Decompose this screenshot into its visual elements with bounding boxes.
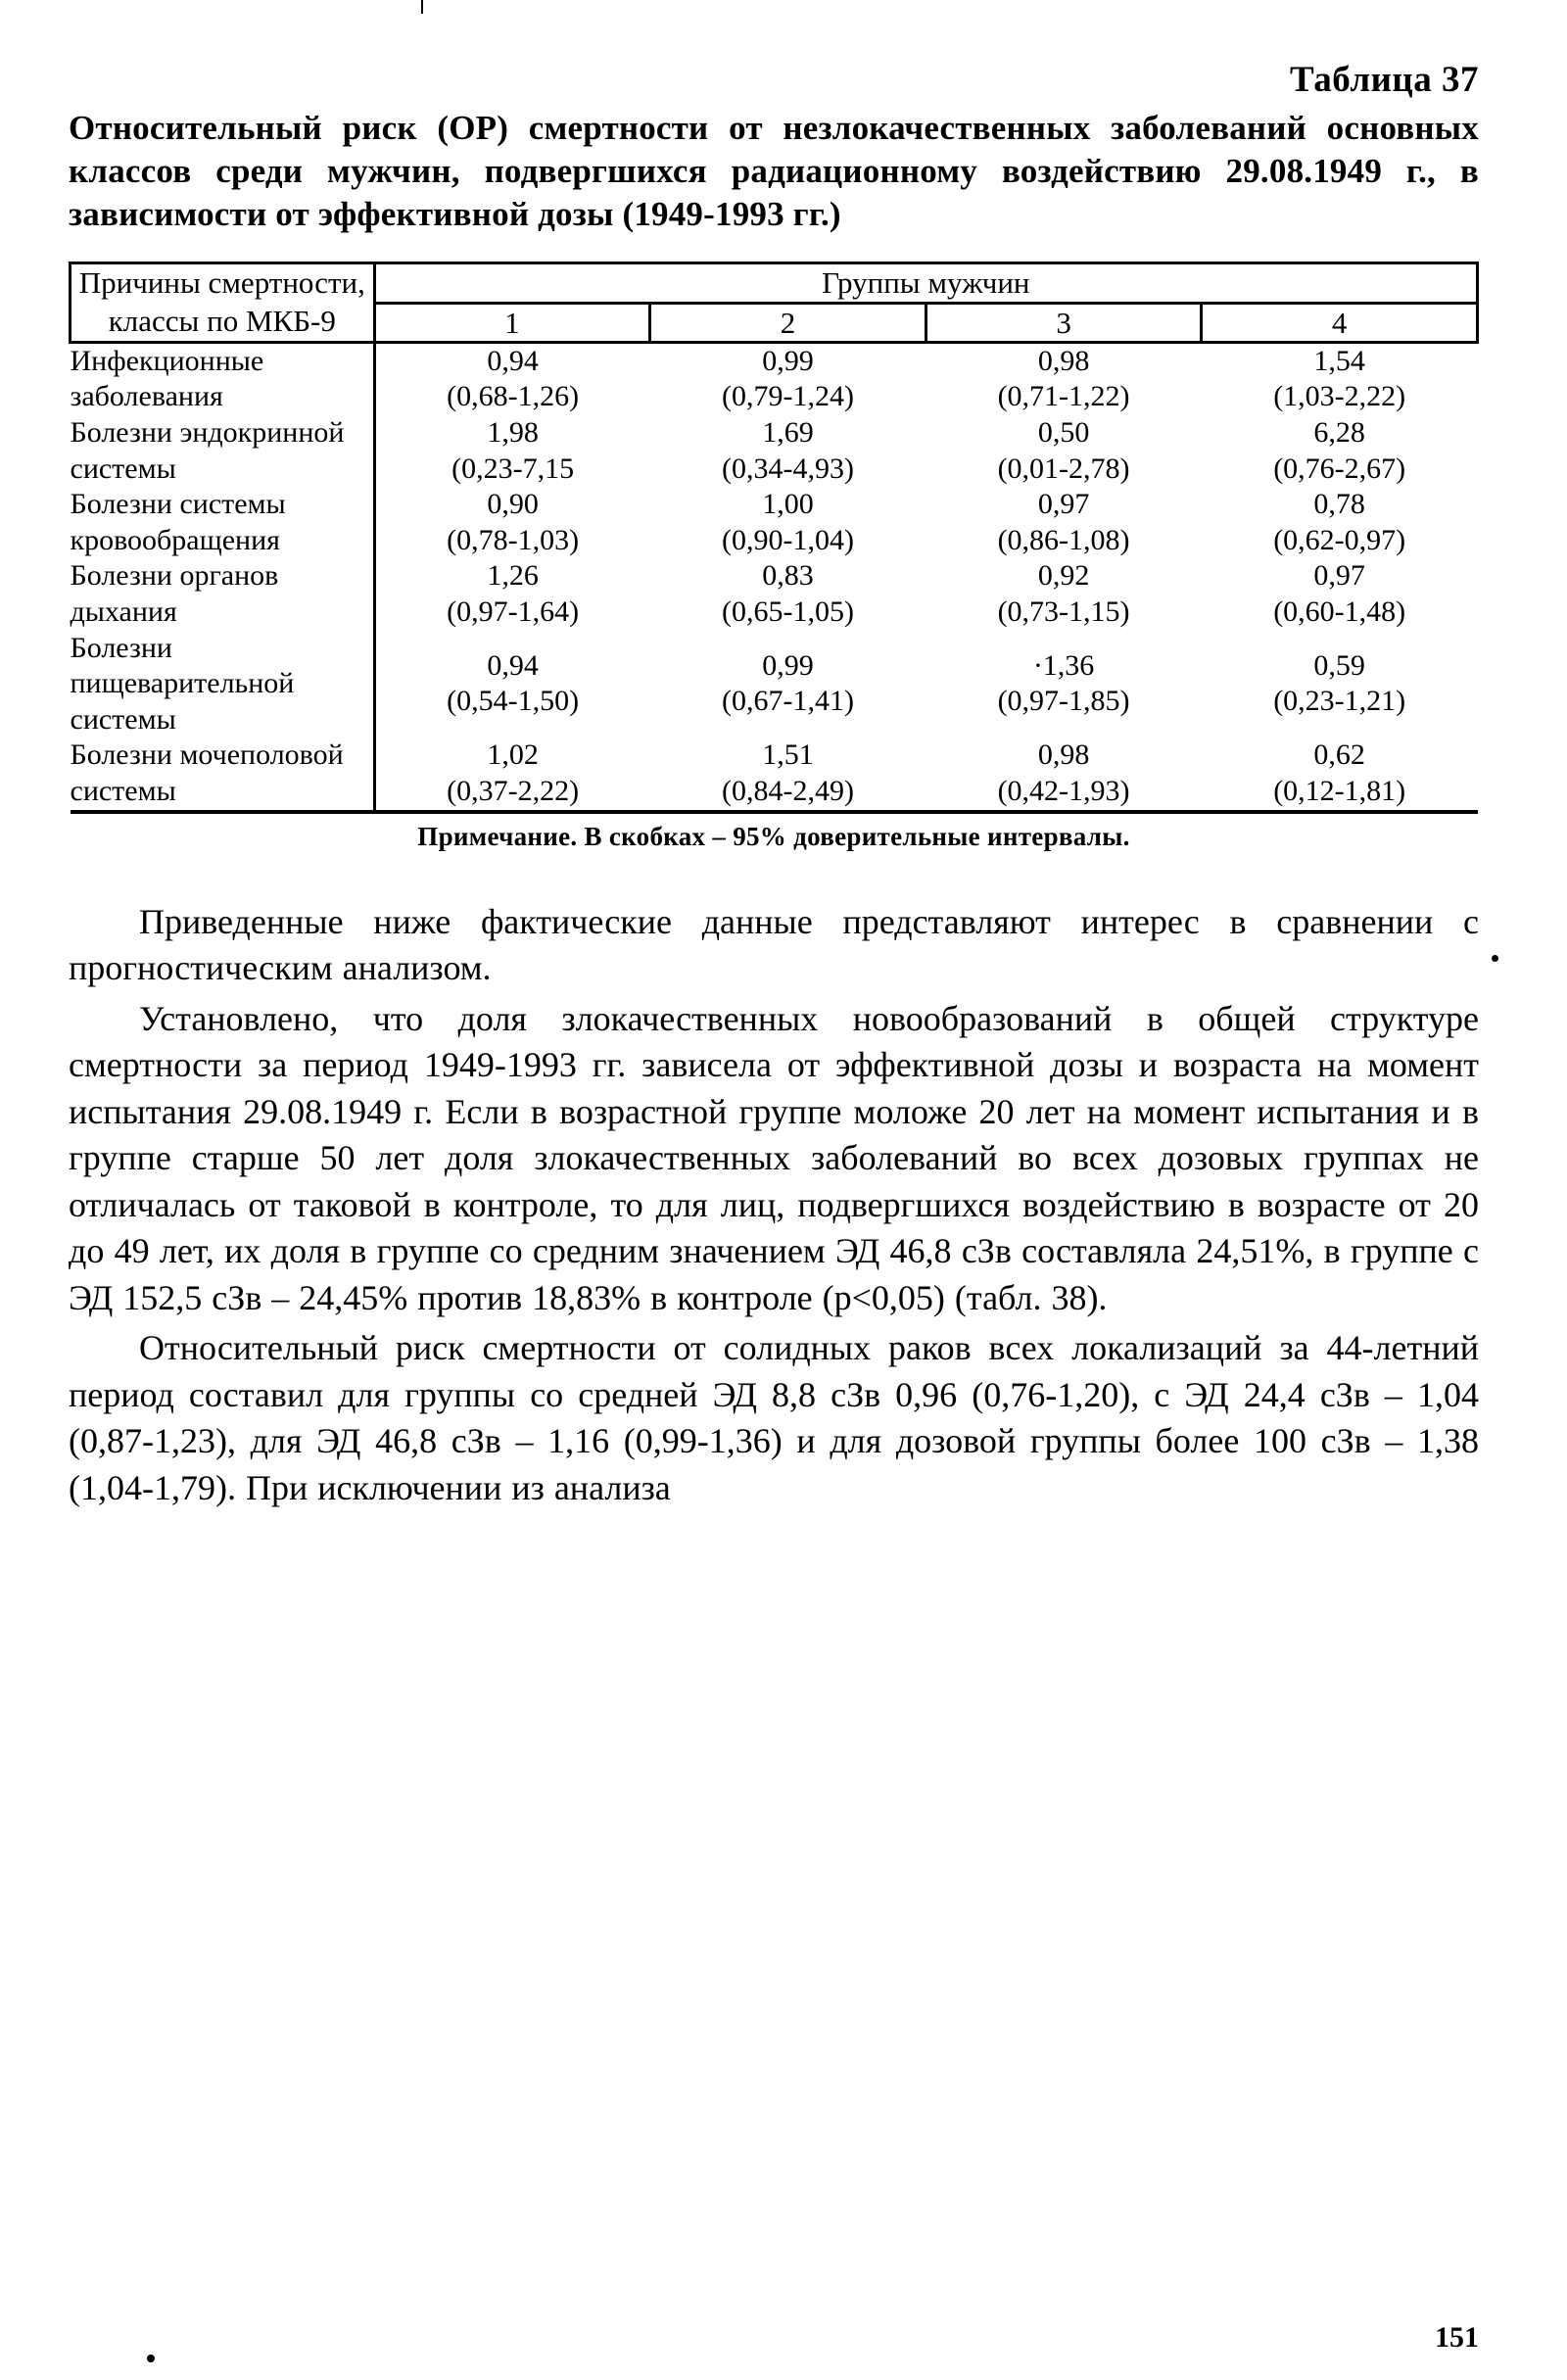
point-estimate: 1,02 xyxy=(487,738,539,772)
table-row xyxy=(71,415,1478,487)
confidence-interval: (0,01-2,78) xyxy=(997,452,1130,485)
table-head xyxy=(71,263,1478,343)
point-estimate: 0,99 xyxy=(762,344,814,377)
point-estimate: 0,62 xyxy=(1313,738,1365,772)
table-cell xyxy=(926,342,1202,415)
table-cell xyxy=(374,487,650,558)
header-group-2: 2 xyxy=(650,303,926,342)
header-causes-of-death: Причины смертности, классы по МКБ-9 xyxy=(71,263,375,343)
table-head-row-1 xyxy=(71,263,1478,303)
row-label: Болезни эндокринной системы xyxy=(71,415,375,487)
table-cell xyxy=(374,631,650,738)
body-paragraph-2: Установлено, что доля злокачественных новообразований в общей структуре смертности за период 1949-1993 гг. зависела от эффективной дозы и возраста на момент испытания 29.08.1949 г. Если в возрастной группе моложе 20 лет на момент испытания и в группе старше 50 лет доля злокачественных заболеваний во всех дозовых группах не отличалась от таковой в контроле, то для лиц, подвергшихся воздействию в возрасте от 20 до 49 лет, их доля в группе со средним значением ЭД 46,8 сЗв составляла 24,51%, в группе с ЭД 152,5 сЗв – 24,45% против 18,83% в контроле (р<0,05) (табл. 38). xyxy=(69,998,1479,1317)
point-estimate: ·1,36 xyxy=(1032,648,1095,682)
point-estimate: 0,94 xyxy=(487,344,539,377)
table-cell xyxy=(650,415,926,487)
table-cell xyxy=(650,738,926,811)
confidence-interval: (0,71-1,22) xyxy=(997,380,1130,413)
header-group-4: 4 xyxy=(1202,303,1478,342)
table-cell xyxy=(926,558,1202,630)
point-estimate: 1,00 xyxy=(762,488,814,521)
confidence-interval: (0,34-4,93) xyxy=(721,452,854,485)
header-group-1: 1 xyxy=(374,303,650,342)
table-cell xyxy=(650,631,926,738)
row-label: Болезни пищеварительной системы xyxy=(71,631,375,738)
row-label: Болезни системы кровообращения xyxy=(71,487,375,558)
point-estimate: 0,83 xyxy=(762,559,814,593)
point-estimate: 1,51 xyxy=(762,738,814,772)
table-cell xyxy=(1202,738,1478,811)
confidence-interval: (0,67-1,41) xyxy=(721,685,854,718)
confidence-interval: (0,37-2,22) xyxy=(447,774,580,807)
table-cell xyxy=(650,487,926,558)
table-cell xyxy=(926,487,1202,558)
confidence-interval: (0,23-7,15 xyxy=(451,452,575,485)
confidence-interval: (0,12-1,81) xyxy=(1273,774,1406,807)
stray-ink-mark xyxy=(1492,955,1498,962)
table-row xyxy=(71,342,1478,415)
table-cell xyxy=(926,415,1202,487)
table-row xyxy=(71,631,1478,738)
point-estimate: 0,50 xyxy=(1037,415,1090,449)
confidence-interval: (0,97-1,64) xyxy=(447,595,580,628)
confidence-interval: (0,54-1,50) xyxy=(447,685,580,718)
table-cell xyxy=(926,738,1202,811)
point-estimate: 1,54 xyxy=(1313,344,1365,377)
table-cell xyxy=(374,415,650,487)
table-body xyxy=(71,342,1478,811)
confidence-interval: (0,97-1,85) xyxy=(997,685,1130,718)
table-note: Примечание. В скобках – 95% доверительные интервалы. xyxy=(417,821,1130,851)
point-estimate: 0,97 xyxy=(1037,488,1090,521)
page-number: 151 xyxy=(1435,2321,1479,2354)
body-paragraph-3: Относительный риск смертности от солидных раков всех локализаций за 44-летний период составил для группы со средней ЭД 8,8 сЗв 0,96 (0,76-1,20), с ЭД 24,4 сЗв – 1,04 (0,87-1,23), для ЭД 46,8 сЗв – 1,16 (0,99-1,36) и для дозовой группы более 100 сЗв – 1,38 (1,04-1,79). При исключении из анализа xyxy=(69,1328,1479,1507)
confidence-interval: (0,73-1,15) xyxy=(997,595,1130,628)
confidence-interval: (0,86-1,08) xyxy=(997,523,1130,556)
table-cell xyxy=(650,342,926,415)
confidence-interval: (0,65-1,05) xyxy=(721,595,854,628)
table-cell xyxy=(1202,558,1478,630)
point-estimate: 0,90 xyxy=(487,488,539,521)
confidence-interval: (0,79-1,24) xyxy=(721,380,854,413)
table-cell xyxy=(1202,415,1478,487)
header-groups-of-men: Группы мужчин xyxy=(374,263,1477,303)
point-estimate: 0,97 xyxy=(1313,559,1365,593)
table-cell xyxy=(926,631,1202,738)
point-estimate: 0,78 xyxy=(1313,488,1365,521)
table-cell xyxy=(1202,487,1478,558)
table-cell xyxy=(374,342,650,415)
table-number: Таблица 37 xyxy=(1290,60,1479,100)
point-estimate: 1,69 xyxy=(762,415,814,449)
point-estimate: 0,94 xyxy=(487,648,539,682)
confidence-interval: (1,03-2,22) xyxy=(1273,380,1406,413)
point-estimate: 1,98 xyxy=(487,415,539,449)
table-cell xyxy=(1202,342,1478,415)
row-label: Болезни мочеполовой системы xyxy=(71,738,375,811)
confidence-interval: (0,23-1,21) xyxy=(1273,685,1406,718)
top-crop-tick xyxy=(421,0,423,14)
point-estimate: 0,92 xyxy=(1037,559,1090,593)
confidence-interval: (0,42-1,93) xyxy=(997,774,1130,807)
table-row xyxy=(71,487,1478,558)
header-group-3: 3 xyxy=(926,303,1202,342)
table-cell xyxy=(374,738,650,811)
table-cell xyxy=(1202,631,1478,738)
confidence-interval: (0,68-1,26) xyxy=(447,380,580,413)
table-title: Относительный риск (ОР) смертности от незлокачественных заболеваний основных классов среди мужчин, подвергшихся радиационному воздействию 29.08.1949 г., в зависимости от эффективной дозы (1949-1993 гг.) xyxy=(69,109,1479,234)
relative-risk-table xyxy=(69,262,1479,813)
confidence-interval: (0,90-1,04) xyxy=(721,523,854,556)
point-estimate: 0,98 xyxy=(1037,738,1090,772)
table-row xyxy=(71,738,1478,811)
point-estimate: 6,28 xyxy=(1313,415,1365,449)
table-cell xyxy=(374,558,650,630)
confidence-interval: (0,84-2,49) xyxy=(721,774,854,807)
confidence-interval: (0,60-1,48) xyxy=(1273,595,1406,628)
bottom-ink-mark xyxy=(147,2355,155,2362)
confidence-interval: (0,78-1,03) xyxy=(447,523,580,556)
confidence-interval: (0,76-2,67) xyxy=(1273,452,1406,485)
body-paragraph-1: Приведенные ниже фактические данные представляют интерес в сравнении с прогностическим анализом. xyxy=(69,901,1479,988)
point-estimate: 0,99 xyxy=(762,648,814,682)
point-estimate: 0,59 xyxy=(1313,648,1365,682)
table-row xyxy=(71,558,1478,630)
confidence-interval: (0,62-0,97) xyxy=(1273,523,1406,556)
point-estimate: 1,26 xyxy=(487,559,539,593)
point-estimate: 0,98 xyxy=(1037,344,1090,377)
row-label: Болезни органов дыхания xyxy=(71,558,375,630)
row-label: Инфекционные заболевания xyxy=(71,342,375,415)
table-cell xyxy=(650,558,926,630)
